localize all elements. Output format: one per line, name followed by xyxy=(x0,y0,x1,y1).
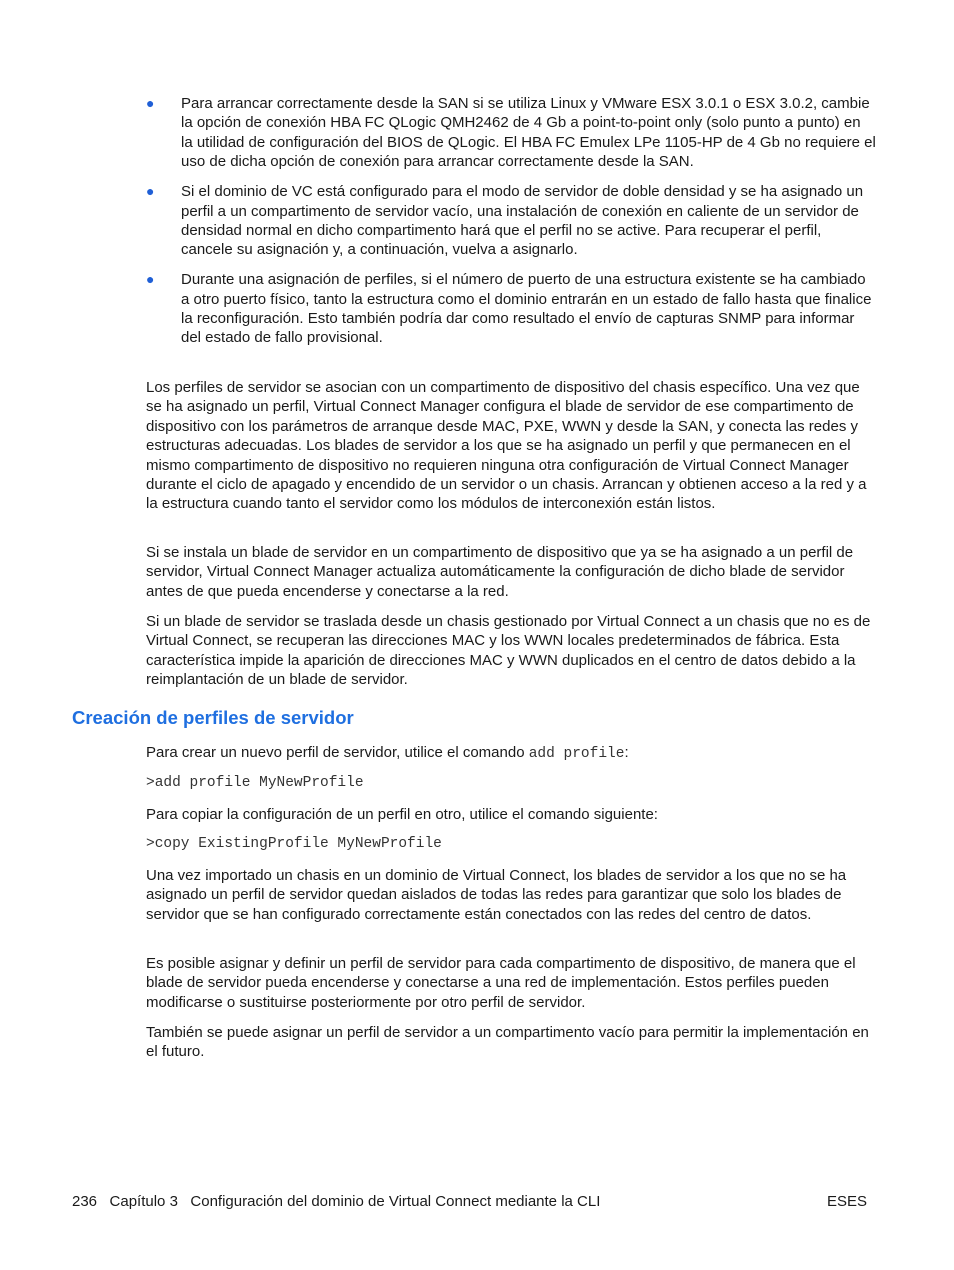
paragraph: Una vez importado un chasis en un dominio de Virtual Connect, los blades de servidor a los que no se ha asignado un perfil de servidor quedan aislados de todas las redes para garantizar que solo los blades de servidor que se han configurado correctamente están conectados con las redes del centro de datos. xyxy=(146,867,847,923)
bullet-list xyxy=(146,94,876,358)
section-heading: Creación de perfiles de servidor xyxy=(72,707,354,728)
paragraph: Si se instala un blade de servidor en un compartimento de dispositivo que ya se ha asignado a un perfil de servidor, Virtual Connect Manager actualiza automáticamente la configuración de dicho blade de servidor antes de que pueda encenderse y conectarse a la red. xyxy=(146,544,854,600)
bullet-dot-icon: ● xyxy=(146,183,155,200)
paragraph: Para copiar la configuración de un perfil en otro, utilice el comando siguiente: xyxy=(146,806,658,823)
bullet-item xyxy=(146,270,876,348)
inline-code: add profile xyxy=(528,746,625,762)
bullet-item xyxy=(146,182,876,260)
locale-code: ESES xyxy=(826,1193,867,1210)
paragraph: Es posible asignar y definir un perfil de servidor para cada compartimento de dispositivo, de manera que el blade de servidor pueda encenderse y conectarse a una red de implementación. Estos perfiles pueden modificarse o sustituirse posteriormente por otro perfil de servidor. xyxy=(146,955,856,1011)
page-footer-label xyxy=(72,1193,600,1210)
footer-text: 236 Capítulo 3 Configuración del dominio de Virtual Connect mediante la CLI xyxy=(72,1193,601,1210)
bullet-text: Si el dominio de VC está configurado para el modo de servidor de doble densidad y se ha asignado un perfil a un compartimento de servidor vacío, una instalación de conexión en caliente de un servidor de densidad normal en dicho compartimento hará que el perfil no se active. Para recuperar el perfil, cancele su asignación y, a continuación, vuelva a asignarlo. xyxy=(181,183,864,259)
bullet-dot-icon: ● xyxy=(146,95,155,111)
bullet-text: Durante una asignación de perfiles, si el número de puerto de una estructura existente se ha cambiado a otro puerto físico, tanto la estructura como el dominio entrarán en un estado de fallo hasta que finalice la reconfiguración. Esto también podría dar como resultado el envío de capturas SNMP para informar del estado de fallo provisional. xyxy=(181,271,872,347)
paragraph xyxy=(146,743,871,764)
intro-text: Para crear un nuevo perfil de servidor, utilice el comando xyxy=(146,744,529,761)
paragraph: Si un blade de servidor se traslada desde un chasis gestionado por Virtual Connect a un chasis que no es de Virtual Connect, se recuperan las direcciones MAC y los WWN locales predeterminados de fábrica. Esta característica impide la aparición de direcciones MAC y WWN duplicados en el centro de datos debido a la reimplantación de un blade de servidor. xyxy=(146,613,871,689)
code-block: >copy ExistingProfile MyNewProfile xyxy=(146,836,442,852)
bullet-dot-icon: ● xyxy=(146,271,155,288)
bullet-text: Para arrancar correctamente desde la SAN si se utiliza Linux y VMware ESX 3.0.1 o ESX 3.0.2, cambie la opción de conexión HBA FC QLogic QMH2462 de 4 Gb a point-to-point only (solo punto a punto) en la utilidad de configuración del BIOS de QLogic. El HBA FC Emulex LPe 1105-HP de 4 Gb no requiere el uso de dicha opción de conexión para arrancar correctamente desde la SAN. xyxy=(181,95,876,171)
paragraph: También se puede asignar un perfil de servidor a un compartimento vacío para permitir la implementación en el futuro. xyxy=(146,1024,869,1061)
bullet-item xyxy=(146,94,876,172)
code-block: >add profile MyNewProfile xyxy=(146,775,364,791)
intro-punct: : xyxy=(624,744,629,761)
paragraph: Los perfiles de servidor se asocian con un compartimento de dispositivo del chasis específico. Una vez que se ha asignado un perfil, Virtual Connect Manager configura el blade de servidor de ese compartimento de dispositivo con los parámetros de arranque desde MAC, PXE, WWN y desde la SAN, y conecta las redes y estructuras adecuadas. Los blades de servidor a los que se ha asignado un perfil y que permanecen en el mismo compartimento de dispositivo no requieren ninguna otra configuración de Virtual Connect Manager durante el ciclo de apagado y encendido de un servidor o un chasis. Arrancan y obtienen acceso a la red y a la estructura cuando tanto el servidor como los módulos de interconexión están listos. xyxy=(146,379,867,513)
